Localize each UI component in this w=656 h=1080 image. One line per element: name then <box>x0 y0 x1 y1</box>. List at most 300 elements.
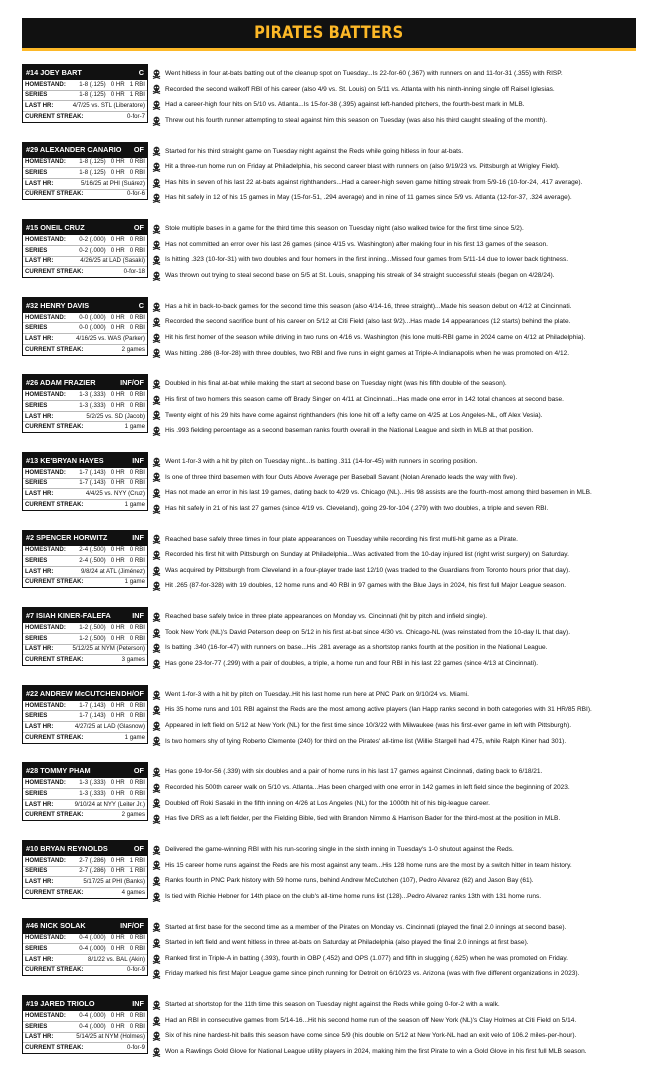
player-stat-card <box>22 762 148 821</box>
player-card-header <box>23 686 147 701</box>
player-card-header <box>23 531 147 546</box>
player-name: #10 BRYAN REYNOLDS <box>26 843 108 853</box>
player-notes <box>165 219 636 283</box>
player-name: #7 ISIAH KINER-FALEFA <box>26 611 111 620</box>
series-row <box>23 91 147 102</box>
player-position: INF/OF <box>120 921 144 931</box>
skull-crossbones-icon <box>152 454 161 470</box>
skull-crossbones-icon <box>152 951 161 967</box>
player-note: Took New York (NL)'s David Peterson deep on 5/12 in his first at-bat since 4/30 vs. Chicago-NL (was reinstated from the 10-day IL that day). <box>165 628 571 636</box>
player-note: Recorded his 500th career walk on 5/10 vs. Atlanta...Has been charged with one error in 142 games in left field since the beginning of 2023. <box>165 783 570 791</box>
skull-crossbones-icon <box>152 764 161 780</box>
stat-label: CURRENT STREAK: <box>25 656 84 664</box>
homestand-row <box>23 546 147 557</box>
player-note: Has not made an error in his last 19 games, dating back to 4/29 vs. Chicago (NL)...His 98 assists are the fourth-most among third basemen in MLB. <box>165 489 592 497</box>
player-card-header <box>23 919 147 934</box>
stat-label: CURRENT STREAK: <box>25 888 84 896</box>
skull-crossbones-icon <box>152 237 161 253</box>
stat-value: 0-4 (.000) 0 HR 0 RBI <box>79 1011 145 1019</box>
skull-crossbones-icon <box>152 640 161 656</box>
player-block <box>22 64 636 130</box>
player-note: Has a hit in back-to-back games for the second time this season (also 4/14-16, three straight)...Made his season debut on 4/12 at Cincinnati. <box>165 302 572 310</box>
skull-crossbones-icon <box>152 330 161 346</box>
player-stat-card <box>22 840 148 899</box>
stat-value: 2 games <box>121 345 145 353</box>
player-stat-card <box>22 995 148 1054</box>
stat-value: 0-for-9 <box>127 966 145 974</box>
skull-crossbones-icon <box>152 547 161 563</box>
skull-crossbones-icon <box>152 1044 161 1060</box>
player-position: INF <box>132 533 144 543</box>
player-position: INF/OF <box>120 378 144 388</box>
stat-label: LAST HR: <box>25 878 54 886</box>
player-notes <box>165 995 636 1059</box>
player-position: C <box>138 67 144 77</box>
player-position: OF <box>133 766 144 776</box>
series-row <box>23 711 147 722</box>
homestand-row <box>23 390 147 401</box>
stat-label: LAST HR: <box>25 955 54 963</box>
stat-value: 0-4 (.000) 0 HR 0 RBI <box>79 934 145 942</box>
stat-label: SERIES <box>25 867 48 875</box>
skull-crossbones-icon <box>152 532 161 548</box>
stat-value: 1-8 (.125) 0 HR 1 RBI <box>79 80 145 88</box>
player-block <box>22 142 636 208</box>
last-hr-row <box>23 334 147 345</box>
stat-label: CURRENT STREAK: <box>25 578 84 586</box>
player-stat-card <box>22 219 148 278</box>
player-card-header <box>23 143 147 158</box>
current-streak-row <box>23 655 147 665</box>
player-position: OF <box>133 223 144 233</box>
stat-label: CURRENT STREAK: <box>25 190 84 198</box>
stat-value: 4/4/25 vs. NYY (Cruz) <box>85 490 145 498</box>
note-icons <box>148 762 165 826</box>
skull-crossbones-icon <box>152 314 161 330</box>
skull-crossbones-icon <box>152 935 161 951</box>
stat-label: LAST HR: <box>25 334 54 342</box>
stat-label: SERIES <box>25 91 48 99</box>
stat-value: 0-2 (.000) 0 HR 0 RBI <box>79 246 145 254</box>
player-note: Recorded the second sacrifice bunt of his career on 5/12 at Citi Field (also last 9/2)...Has made 14 appearances (12 starts) behind the plate. <box>165 318 571 326</box>
player-block <box>22 762 636 828</box>
player-note: Hit .265 (87-for-328) with 19 doubles, 12 home runs and 40 RBI in 97 games with the Blue Jays in 2024, his first full Major League season. <box>165 582 567 590</box>
note-icons <box>148 607 165 671</box>
note-icons <box>148 530 165 594</box>
skull-crossbones-icon <box>152 423 161 439</box>
stat-label: HOMESTAND: <box>25 1011 66 1019</box>
last-hr-row <box>23 257 147 268</box>
stat-label: HOMESTAND: <box>25 623 66 631</box>
current-streak-row <box>23 500 147 510</box>
player-position: DH/OF <box>121 688 144 698</box>
skull-crossbones-icon <box>152 889 161 905</box>
stat-value: 1-8 (.125) 0 HR 0 RBI <box>79 169 145 177</box>
player-note: His first of two homers this season came off Brady Singer on 4/11 at Cincinnati...Has made one error in 142 total chances at second base. <box>165 395 564 403</box>
stat-label: HOMESTAND: <box>25 546 66 554</box>
stat-value: 1 game <box>124 423 145 431</box>
player-name: #46 NICK SOLAK <box>26 921 86 931</box>
stat-value: 1-3 (.333) 0 HR 0 RBI <box>79 391 145 399</box>
note-icons <box>148 840 165 904</box>
player-note: Doubled off Roki Sasaki in the fifth inning on 4/26 at Los Angeles (NL) for the 1000th hit of his big-league career. <box>165 799 490 807</box>
skull-crossbones-icon <box>152 485 161 501</box>
player-card-header <box>23 763 147 778</box>
last-hr-row <box>23 567 147 578</box>
stat-label: LAST HR: <box>25 102 54 110</box>
player-block <box>22 918 636 984</box>
last-hr-row <box>23 722 147 733</box>
stat-value: 5/16/25 at PHI (Suárez) <box>80 179 145 187</box>
player-note: Has not committed an error over his last 26 games (since 4/15 vs. Washington) after making four in his first 13 games of the season. <box>165 240 548 248</box>
current-streak-row <box>23 888 147 898</box>
stat-label: HOMESTAND: <box>25 80 66 88</box>
stat-value: 1-7 (.143) 0 HR 0 RBI <box>79 701 145 709</box>
player-note: Reached base safely three times in four plate appearances on Tuesday while recording his first multi-hit game as a Pirate. <box>165 535 518 543</box>
skull-crossbones-icon <box>152 563 161 579</box>
player-note: Doubled in his final at-bat while making the start at second base on Tuesday night (was his fifth double of the season). <box>165 380 507 388</box>
player-notes <box>165 762 636 826</box>
player-notes <box>165 685 636 749</box>
note-icons <box>148 452 165 516</box>
stat-label: LAST HR: <box>25 412 54 420</box>
player-name: #28 TOMMY PHAM <box>26 766 91 776</box>
skull-crossbones-icon <box>152 501 161 517</box>
homestand-row <box>23 80 147 91</box>
stat-value: 5/12/25 at NYM (Peterson) <box>72 645 145 653</box>
player-notes <box>165 452 636 516</box>
current-streak-row <box>23 267 147 277</box>
stat-label: LAST HR: <box>25 1033 54 1041</box>
stat-value: 2-4 (.500) 0 HR 0 RBI <box>79 546 145 554</box>
player-card-header <box>23 375 147 390</box>
player-note: Recorded his first hit with Pittsburgh on Sunday at Philadelphia...Was activated from the 10-day injured list (right wrist surgery) on Saturday. <box>165 551 569 559</box>
stat-value: 5/17/25 at PHI (Banks) <box>83 878 145 886</box>
player-stat-card <box>22 374 148 433</box>
series-row <box>23 944 147 955</box>
player-note: Started at first base for the second time as a member of the Pirates on Monday vs. Cincinnati (played the final 2.0 innings at second base). <box>165 923 567 931</box>
stat-label: SERIES <box>25 712 48 720</box>
skull-crossbones-icon <box>152 66 161 82</box>
player-note: Has gone 19-for-56 (.339) with six doubles and a pair of home runs in his last 17 games against Cincinnati, dating back to 6/18/21. <box>165 768 543 776</box>
player-note: Six of his nine hardest-hit balls this season have come since 5/9 (his double on 5/12 at New York-NL had an exit velo of 106.2 miles-per-hour). <box>165 1032 577 1040</box>
skull-crossbones-icon <box>152 858 161 874</box>
stat-label: LAST HR: <box>25 257 54 265</box>
player-card-header <box>23 841 147 856</box>
stat-label: HOMESTAND: <box>25 468 66 476</box>
player-note: Has hit safely in 21 of his last 27 games (since 4/19 vs. Cleveland), going 29-for-104 (.279) with two doubles, a triple and seven RBI. <box>165 504 549 512</box>
skull-crossbones-icon <box>152 470 161 486</box>
player-block <box>22 452 636 518</box>
stat-value: 3 games <box>121 656 145 664</box>
stat-label: CURRENT STREAK: <box>25 966 84 974</box>
skull-crossbones-icon <box>152 346 161 362</box>
stat-label: HOMESTAND: <box>25 934 66 942</box>
skull-crossbones-icon <box>152 780 161 796</box>
skull-crossbones-icon <box>152 656 161 672</box>
stat-value: 0-2 (.000) 0 HR 0 RBI <box>79 235 145 243</box>
player-name: #13 KE'BRYAN HAYES <box>26 455 104 465</box>
player-notes <box>165 530 636 594</box>
player-note: Appeared in left field on 5/12 at New York (NL) for the first time since 10/3/22 with Milwaukee (was his first-ever game in left with Pittsburgh). <box>165 721 572 729</box>
stat-value: 2-7 (.286) 0 HR 1 RBI <box>79 867 145 875</box>
player-note: Has five DRS as a left fielder, per the Fielding Bible, tied with Brandon Nimmo & Harrison Bader for the third-most at the position in MLB. <box>165 815 561 823</box>
skull-crossbones-icon <box>152 252 161 268</box>
current-streak-row <box>23 733 147 743</box>
player-card-header <box>23 65 147 80</box>
player-note: Delivered the game-winning RBI with his run-scoring single in the sixth inning in Tuesday's 1-0 shutout against the Reds. <box>165 845 514 853</box>
player-note: His 35 home runs and 101 RBI against the Reds are the most among active players (Ian Happ ranks second in both categories with 31 HR/85 RBI). <box>165 706 592 714</box>
player-note: Had an RBI in consecutive games from 5/14-16...Hit his second home run of the season off New York (NL)'s Clay Holmes at Citi Field on 5/14. <box>165 1016 577 1024</box>
player-note: His 15 career home runs against the Reds are his most against any team...His 128 home runs are the most by a switch hitter in team history. <box>165 861 572 869</box>
player-stat-card <box>22 607 148 666</box>
stat-label: SERIES <box>25 557 48 565</box>
stat-value: 1-3 (.333) 0 HR 0 RBI <box>79 779 145 787</box>
stat-label: HOMESTAND: <box>25 856 66 864</box>
player-note: Recorded the second walkoff RBI of his career (also 4/9 vs. St. Louis) on 5/11 vs. Atlanta with his ninth-inning single off Raisel Iglesias. <box>165 85 555 93</box>
player-note: Started in left field and went hitless in three at-bats on Saturday at Philadelphia (also played the final 2.0 innings at first base). <box>165 939 529 947</box>
player-note: Has hit safely in 12 of his 15 games in May (15-for-51, .294 average) and in nine of 11 games since 5/9 vs. Atlanta (12-for-37, .324 average). <box>165 194 572 202</box>
player-name: #26 ADAM FRAZIER <box>26 378 96 388</box>
player-note: Went 1-for-3 with a hit by pitch on Tuesday..Hit his last home run here at PNC Park on 9/10/24 vs. Miami. <box>165 690 469 698</box>
stat-value: 1-7 (.143) 0 HR 0 RBI <box>79 468 145 476</box>
player-stat-card <box>22 297 148 356</box>
stat-label: SERIES <box>25 789 48 797</box>
player-notes <box>165 607 636 671</box>
stat-label: HOMESTAND: <box>25 313 66 321</box>
stat-label: CURRENT STREAK: <box>25 500 84 508</box>
homestand-row <box>23 934 147 945</box>
player-note: Hit his first homer of the season while driving in two runs on 4/16 vs. Washington (his lone multi-RBI game in 2024 came on 4/12 at Philadelphia). <box>165 333 586 341</box>
series-row <box>23 556 147 567</box>
skull-crossbones-icon <box>152 221 161 237</box>
player-note: Friday marked his first Major League game since pinch running for Detroit on 6/10/23 vs. Arizona (was with five different organizations in 2023). <box>165 970 580 978</box>
skull-crossbones-icon <box>152 408 161 424</box>
stat-value: 1 game <box>124 500 145 508</box>
player-note: Stole multiple bases in a game for the third time this season on Tuesday night (also walked twice for the first time since 5/2). <box>165 225 524 233</box>
player-notes <box>165 918 636 982</box>
player-name: #2 SPENCER HORWITZ <box>26 533 108 543</box>
stat-label: SERIES <box>25 634 48 642</box>
player-stat-card <box>22 530 148 589</box>
stat-value: 0-4 (.000) 0 HR 0 RBI <box>79 1022 145 1030</box>
last-hr-row <box>23 101 147 112</box>
homestand-row <box>23 856 147 867</box>
skull-crossbones-icon <box>152 175 161 191</box>
player-card-header <box>23 220 147 235</box>
stat-value: 4/16/25 vs. WAS (Parker) <box>76 334 145 342</box>
player-note: Was thrown out trying to steal second base on 5/5 at St. Louis, snapping his streak of 34 straight successful steals (began on 4/28/24). <box>165 271 555 279</box>
skull-crossbones-icon <box>152 997 161 1013</box>
skull-crossbones-icon <box>152 873 161 889</box>
current-streak-row <box>23 112 147 122</box>
stat-value: 4/27/25 at LAD (Glasnow) <box>74 722 145 730</box>
player-note: Ranked first in Triple-A in batting (.393), fourth in OBP (.452) and OPS (1.077) and fifth in slugging (.625) when he was promoted on Friday. <box>165 954 568 962</box>
stat-value: 1-8 (.125) 0 HR 0 RBI <box>79 158 145 166</box>
player-note: Went hitless in four at-bats batting out of the cleanup spot on Tuesday...Is 22-for-60 (.367) with runners on and 11-for-31 (.355) with RISP. <box>165 70 563 77</box>
stat-value: 5/14/25 at NYM (Holmes) <box>76 1033 145 1041</box>
player-name: #15 ONEIL CRUZ <box>26 223 85 233</box>
note-icons <box>148 297 165 361</box>
player-stat-card <box>22 685 148 744</box>
skull-crossbones-icon <box>152 1013 161 1029</box>
stat-value: 1 game <box>124 578 145 586</box>
player-stat-card <box>22 452 148 511</box>
last-hr-row <box>23 1033 147 1044</box>
stat-label: HOMESTAND: <box>25 235 66 243</box>
player-notes <box>165 840 636 904</box>
note-icons <box>148 142 165 206</box>
note-icons <box>148 685 165 749</box>
series-row <box>23 401 147 412</box>
stat-label: CURRENT STREAK: <box>25 345 84 353</box>
player-block <box>22 995 636 1061</box>
player-stat-card <box>22 918 148 977</box>
player-block <box>22 374 636 440</box>
player-note: Went 1-for-3 with a hit by pitch on Tuesday night...Is batting .311 (14-for-45) with runners in scoring position. <box>165 457 478 465</box>
stat-label: CURRENT STREAK: <box>25 112 84 120</box>
stat-label: CURRENT STREAK: <box>25 423 84 431</box>
last-hr-row <box>23 800 147 811</box>
homestand-row <box>23 701 147 712</box>
player-position: INF <box>132 455 144 465</box>
series-row <box>23 246 147 257</box>
stat-label: HOMESTAND: <box>25 158 66 166</box>
note-icons <box>148 918 165 982</box>
stat-value: 1-2 (.500) 0 HR 0 RBI <box>79 634 145 642</box>
player-note: Threw out his fourth runner attempting to steal against him this season on Tuesday (was also his third caught stealing of the month). <box>165 116 548 124</box>
player-card-header <box>23 996 147 1011</box>
player-block <box>22 530 636 596</box>
note-icons <box>148 995 165 1059</box>
stat-label: LAST HR: <box>25 179 54 187</box>
skull-crossbones-icon <box>152 268 161 284</box>
stat-value: 5/2/25 vs. SD (Jacob) <box>86 412 145 420</box>
player-card-header <box>23 608 147 623</box>
stat-label: HOMESTAND: <box>25 701 66 709</box>
stat-value: 0-0 (.000) 0 HR 0 RBI <box>79 324 145 332</box>
homestand-row <box>23 235 147 246</box>
stat-value: 1-8 (.125) 0 HR 1 RBI <box>79 91 145 99</box>
stat-label: HOMESTAND: <box>25 391 66 399</box>
player-note: Is tied with Richie Hebner for 14th place on the club's all-time home runs list (128)...Pedro Alvarez ranks 13th with 131 home runs. <box>165 892 542 900</box>
series-row <box>23 867 147 878</box>
skull-crossbones-icon <box>152 811 161 827</box>
stat-value: 0-4 (.000) 0 HR 0 RBI <box>79 945 145 953</box>
skull-crossbones-icon <box>152 376 161 392</box>
player-note: Twenty eight of his 29 hits have come against righthanders (his lone hit off a lefty came on 4/25 at Los Angeles-NL, off Alex Vesia). <box>165 411 543 419</box>
player-block <box>22 297 636 363</box>
current-streak-row <box>23 966 147 976</box>
stat-value: 1-3 (.333) 0 HR 0 RBI <box>79 401 145 409</box>
skull-crossbones-icon <box>152 842 161 858</box>
stat-value: 1-7 (.143) 0 HR 0 RBI <box>79 712 145 720</box>
stat-label: SERIES <box>25 479 48 487</box>
player-position: OF <box>133 145 144 155</box>
page-header <box>22 18 636 51</box>
skull-crossbones-icon <box>152 159 161 175</box>
stat-value: 2-4 (.500) 0 HR 0 RBI <box>79 557 145 565</box>
skull-crossbones-icon <box>152 796 161 812</box>
player-note: Was hitting .286 (8-for-28) with three doubles, two RBI and five runs in eight games at Triple-A Indianapolis when he was promoted on 4/12. <box>165 349 570 357</box>
player-stat-card <box>22 64 148 123</box>
stat-label: SERIES <box>25 401 48 409</box>
player-card-header <box>23 453 147 468</box>
stat-value: 2 games <box>121 811 145 819</box>
last-hr-row <box>23 645 147 656</box>
series-row <box>23 479 147 490</box>
series-row <box>23 789 147 800</box>
player-name: #14 JOEY BART <box>26 67 82 77</box>
player-notes <box>165 297 636 361</box>
skull-crossbones-icon <box>152 687 161 703</box>
player-position: INF <box>132 998 144 1008</box>
note-icons <box>148 219 165 283</box>
player-note: Is one of three third basemen with four Outs Above Average per Baseball Savant (Nolan Arenado leads the way with five). <box>165 473 518 481</box>
stat-label: CURRENT STREAK: <box>25 268 84 276</box>
current-streak-row <box>23 810 147 820</box>
last-hr-row <box>23 489 147 500</box>
stat-value: 0-0 (.000) 0 HR 0 RBI <box>79 313 145 321</box>
note-icons <box>148 64 165 128</box>
stat-value: 9/10/24 at NYY (Leiter Jr.) <box>74 800 145 808</box>
player-notes <box>165 374 636 438</box>
homestand-row <box>23 468 147 479</box>
stat-label: LAST HR: <box>25 567 54 575</box>
stat-label: SERIES <box>25 169 48 177</box>
player-card-header <box>23 298 147 313</box>
stat-value: 1 game <box>124 733 145 741</box>
skull-crossbones-icon <box>152 97 161 113</box>
last-hr-row <box>23 955 147 966</box>
player-note: Is two homers shy of tying Roberto Clemente (240) for third on the Pirates' all-time list (Willie Stargell had 475, while Ralph Kiner had 301). <box>165 737 567 745</box>
skull-crossbones-icon <box>152 734 161 750</box>
player-note: Is hitting .323 (10-for-31) with two doubles and four homers in the first inning...Missed four games from 5/11-14 due to lower back tightness. <box>165 256 569 264</box>
homestand-row <box>23 778 147 789</box>
skull-crossbones-icon <box>152 578 161 594</box>
stat-value: 1-2 (.500) 0 HR 0 RBI <box>79 623 145 631</box>
player-stat-card <box>22 142 148 201</box>
stat-label: HOMESTAND: <box>25 779 66 787</box>
series-row <box>23 634 147 645</box>
stat-label: LAST HR: <box>25 800 54 808</box>
current-streak-row <box>23 345 147 355</box>
player-block <box>22 219 636 285</box>
stat-value: 4 games <box>121 888 145 896</box>
player-block <box>22 685 636 751</box>
stat-label: CURRENT STREAK: <box>25 811 84 819</box>
stat-label: SERIES <box>25 246 48 254</box>
stat-value: 0-for-9 <box>127 1043 145 1051</box>
stat-label: SERIES <box>25 945 48 953</box>
skull-crossbones-icon <box>152 718 161 734</box>
player-note: Hit a three-run home run on Friday at Philadelphia, his second career blast with runners on (also 9/19/23 vs. Pittsburgh at Wrigley Field). <box>165 163 560 171</box>
last-hr-row <box>23 179 147 190</box>
skull-crossbones-icon <box>152 82 161 98</box>
skull-crossbones-icon <box>152 920 161 936</box>
player-note: Won a Rawlings Gold Glove for National League utility players in 2024, making him the first Pirate to win a Gold Glove in his first full MLB season. <box>165 1047 587 1055</box>
player-note: Started at shortstop for the 11th time this season on Tuesday night against the Reds while going 0-for-2 with a walk. <box>165 1001 500 1009</box>
series-row <box>23 168 147 179</box>
players-list <box>22 64 636 1073</box>
player-notes <box>165 142 636 206</box>
skull-crossbones-icon <box>152 144 161 160</box>
stat-value: 1-7 (.143) 0 HR 0 RBI <box>79 479 145 487</box>
player-name: #19 JARED TRIOLO <box>26 998 95 1008</box>
skull-crossbones-icon <box>152 625 161 641</box>
homestand-row <box>23 313 147 324</box>
skull-crossbones-icon <box>152 702 161 718</box>
